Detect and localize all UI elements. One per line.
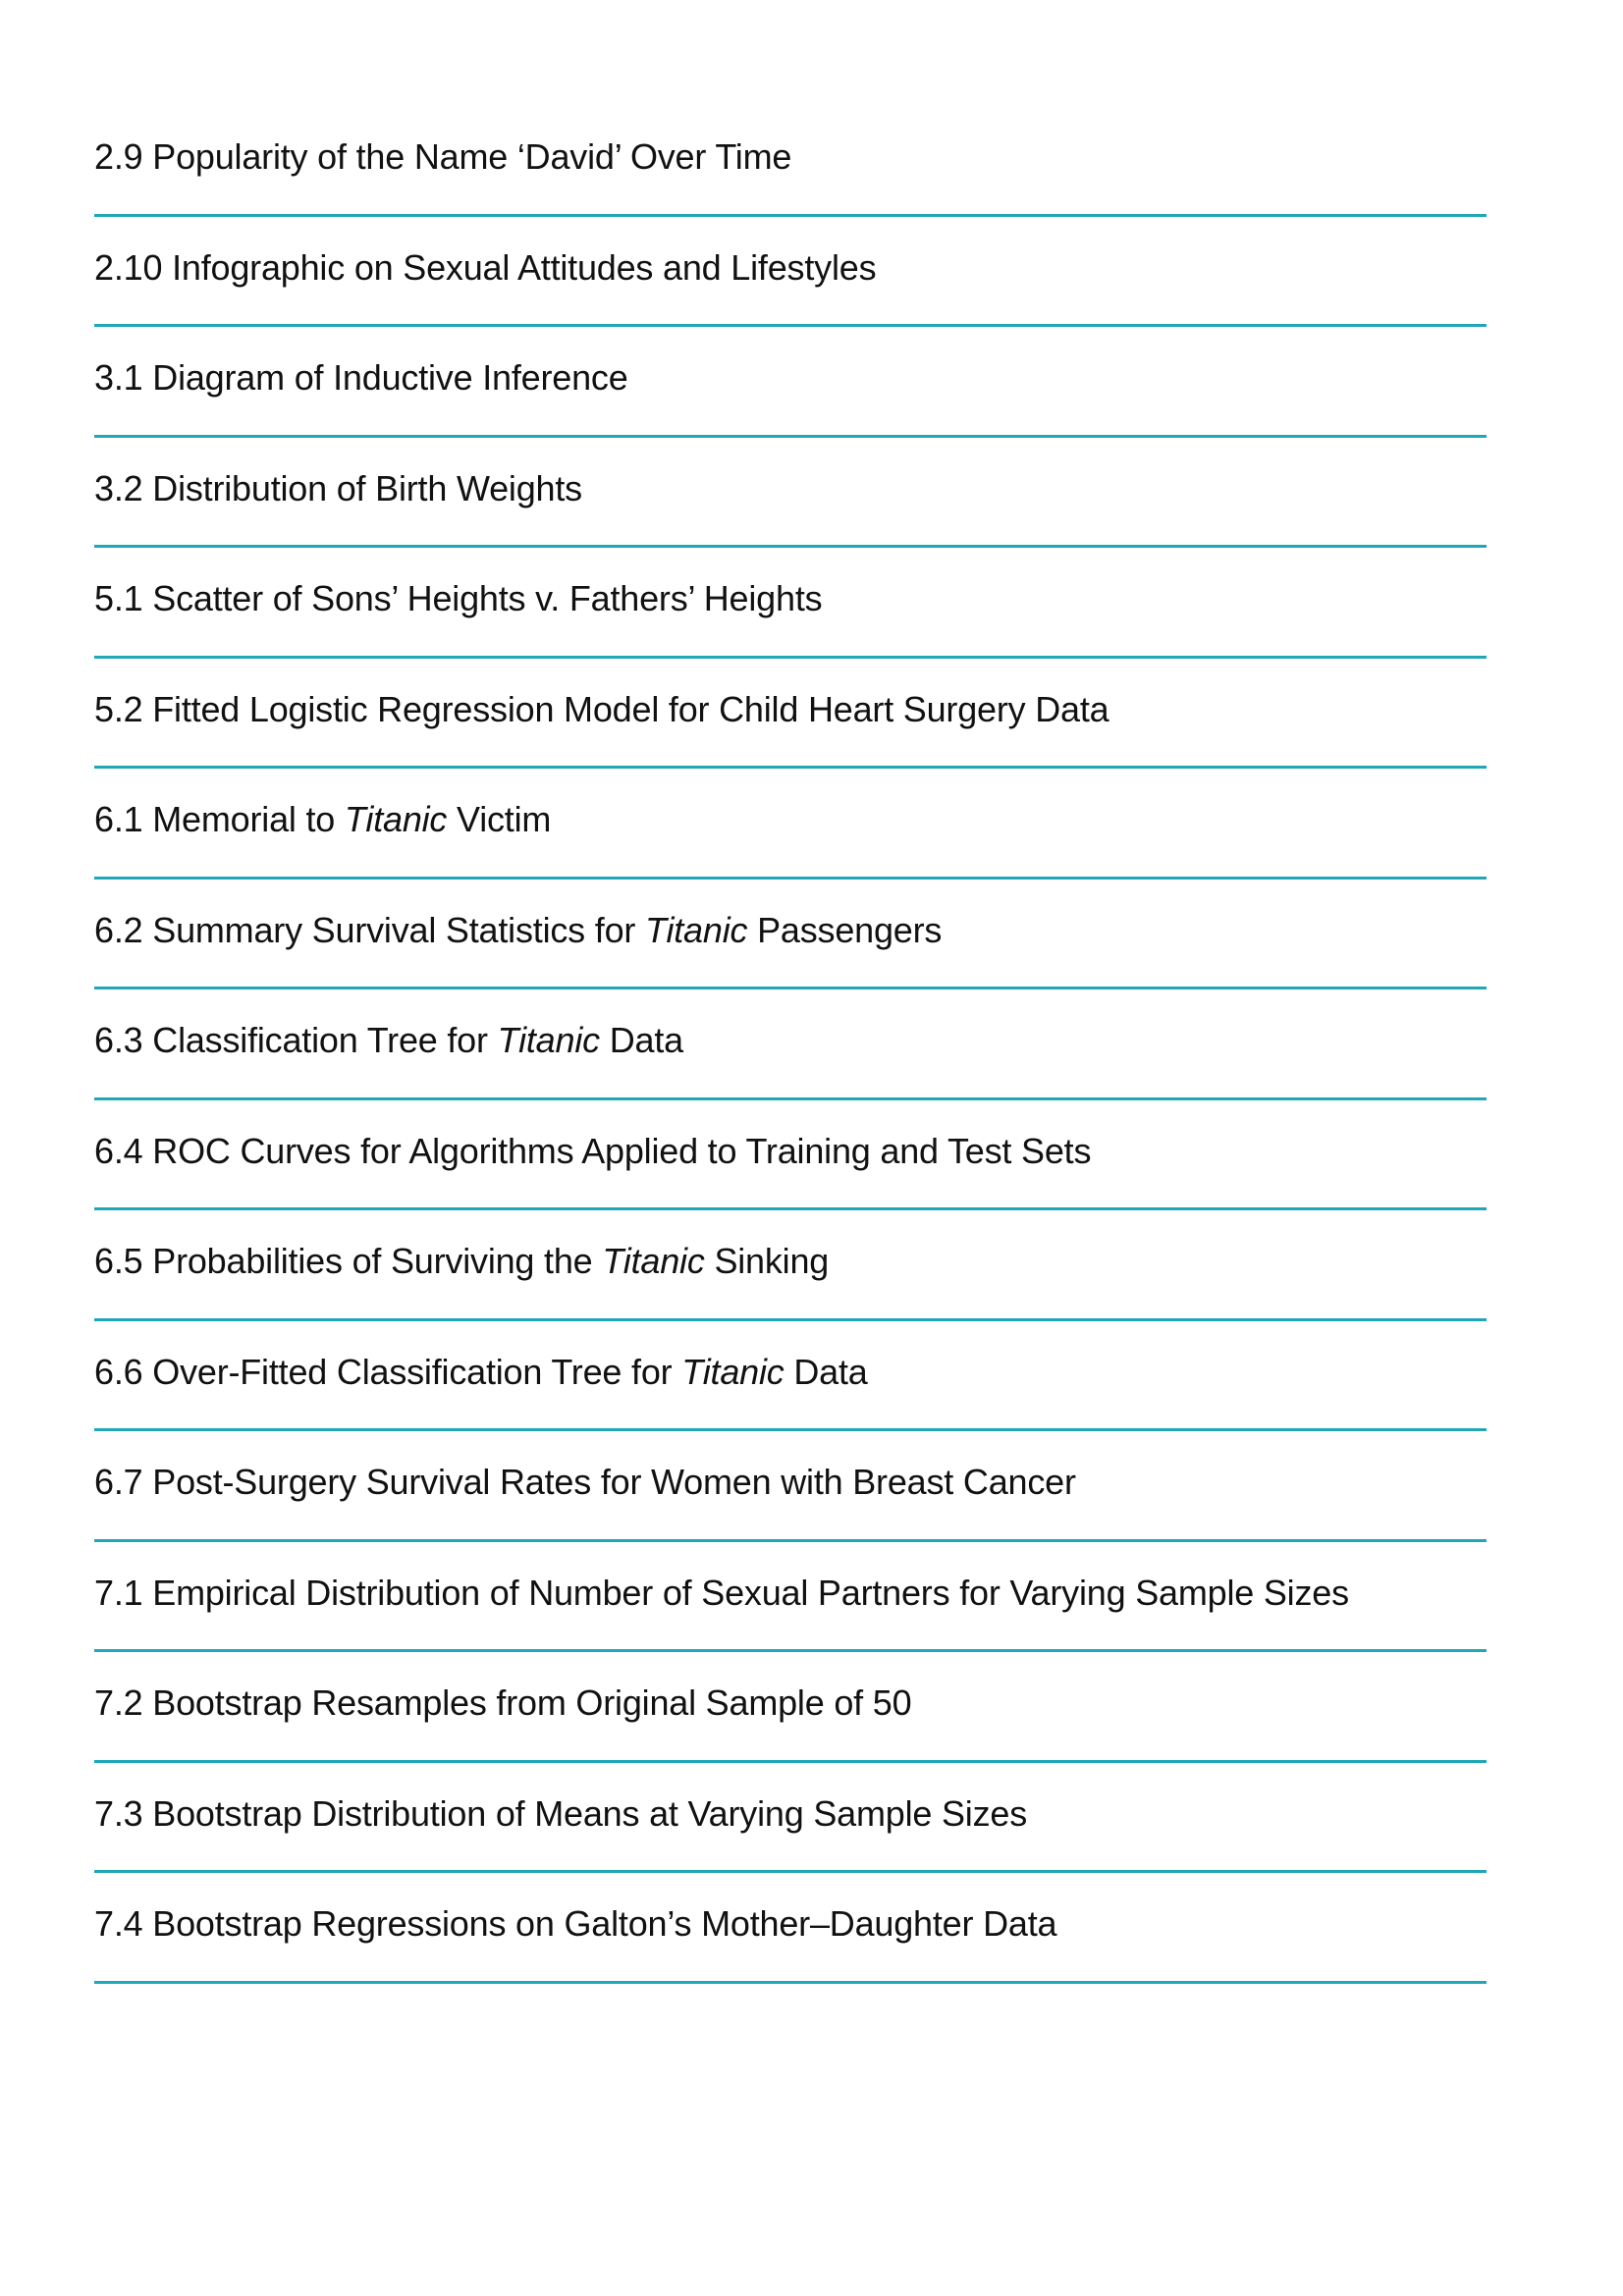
list-item[interactable] [94, 106, 1487, 217]
list-item[interactable] [94, 989, 1487, 1100]
figure-title: Bootstrap Resamples from Original Sample of 50 [152, 1682, 912, 1723]
figure-number: 3.1 [94, 357, 143, 398]
entry-text[interactable] [94, 1792, 1027, 1836]
entry-text[interactable] [94, 1902, 1056, 1946]
figure-title: Over-Fitted Classification Tree for [152, 1351, 682, 1392]
figure-number: 6.3 [94, 1020, 143, 1060]
figure-title: Bootstrap Regressions on Galton’s Mother–Daughter Data [152, 1903, 1057, 1944]
figure-title-italic: Titanic [344, 799, 448, 839]
figure-number: 6.6 [94, 1351, 143, 1392]
entry-text[interactable] [94, 135, 791, 179]
entry-text[interactable] [94, 246, 876, 290]
figure-number: 7.2 [94, 1682, 143, 1723]
figure-title-italic: Titanic [602, 1241, 705, 1281]
figure-title: Memorial to [152, 799, 345, 839]
figure-title: Fitted Logistic Regression Model for Child Heart Surgery Data [152, 688, 1109, 729]
figure-list [94, 106, 1487, 1984]
figure-title: Diagram of Inductive Inference [152, 357, 628, 398]
figure-number: 2.9 [94, 136, 143, 177]
figure-title-italic: Titanic [644, 909, 748, 950]
list-item[interactable] [94, 659, 1487, 770]
list-item[interactable] [94, 1431, 1487, 1542]
figure-number: 6.2 [94, 909, 143, 950]
figure-number: 6.5 [94, 1241, 143, 1281]
list-item[interactable] [94, 1763, 1487, 1874]
entry-text[interactable] [94, 909, 942, 952]
list-item[interactable] [94, 548, 1487, 659]
figure-title: Scatter of Sons’ Heights v. Fathers’ Heights [152, 578, 823, 618]
entry-text[interactable] [94, 798, 551, 841]
figure-title-rest: Passengers [747, 909, 943, 950]
entry-text[interactable] [94, 356, 628, 400]
figure-title-rest: Sinking [704, 1241, 830, 1281]
figure-title-italic: Titanic [497, 1020, 600, 1060]
figure-number: 3.2 [94, 467, 143, 508]
divider-rule [94, 1981, 1487, 1984]
entry-text[interactable] [94, 1019, 683, 1062]
figure-title-italic: Titanic [681, 1351, 784, 1392]
entry-text[interactable] [94, 1240, 829, 1283]
figure-number: 6.7 [94, 1462, 143, 1502]
entry-text[interactable] [94, 577, 822, 620]
figure-number: 6.1 [94, 799, 143, 839]
figure-title-rest: Victim [447, 799, 552, 839]
figure-number: 7.1 [94, 1572, 143, 1613]
figure-title: ROC Curves for Algorithms Applied to Training and Test Sets [152, 1130, 1092, 1171]
figure-title: Summary Survival Statistics for [152, 909, 645, 950]
figure-number: 2.10 [94, 246, 163, 288]
list-item[interactable] [94, 880, 1487, 990]
entry-text[interactable] [94, 467, 582, 510]
entry-text[interactable] [94, 1351, 868, 1394]
entry-text[interactable] [94, 1461, 1076, 1504]
figure-number: 6.4 [94, 1130, 143, 1171]
entry-text[interactable] [94, 1130, 1091, 1173]
list-item[interactable] [94, 1652, 1487, 1763]
figure-title: Distribution of Birth Weights [152, 467, 582, 508]
list-item[interactable] [94, 1873, 1487, 1984]
list-item[interactable] [94, 1321, 1487, 1432]
entry-text[interactable] [94, 1682, 911, 1725]
figure-number: 5.2 [94, 688, 143, 729]
figure-number: 7.3 [94, 1792, 143, 1834]
figure-title: Probabilities of Surviving the [152, 1241, 603, 1281]
list-item[interactable] [94, 1100, 1487, 1211]
entry-text[interactable] [94, 688, 1109, 731]
figure-number: 7.4 [94, 1903, 143, 1944]
figure-number: 5.1 [94, 578, 143, 618]
figure-title: Bootstrap Distribution of Means at Varying Sample Sizes [152, 1792, 1028, 1834]
entry-text[interactable] [94, 1572, 1349, 1615]
list-item[interactable] [94, 1210, 1487, 1321]
list-item[interactable] [94, 1542, 1487, 1653]
list-item[interactable] [94, 769, 1487, 880]
figure-title: Popularity of the Name ‘David’ Over Time [152, 136, 792, 177]
figure-title-rest: Data [599, 1020, 683, 1060]
list-item[interactable] [94, 327, 1487, 438]
list-item[interactable] [94, 217, 1487, 328]
figure-title: Infographic on Sexual Attitudes and Lifestyles [172, 246, 877, 288]
figure-title-rest: Data [784, 1351, 868, 1392]
list-item[interactable] [94, 438, 1487, 549]
figure-title: Empirical Distribution of Number of Sexual Partners for Varying Sample Sizes [152, 1572, 1349, 1613]
figure-title: Post-Surgery Survival Rates for Women with Breast Cancer [152, 1462, 1076, 1502]
figure-title: Classification Tree for [152, 1020, 498, 1060]
